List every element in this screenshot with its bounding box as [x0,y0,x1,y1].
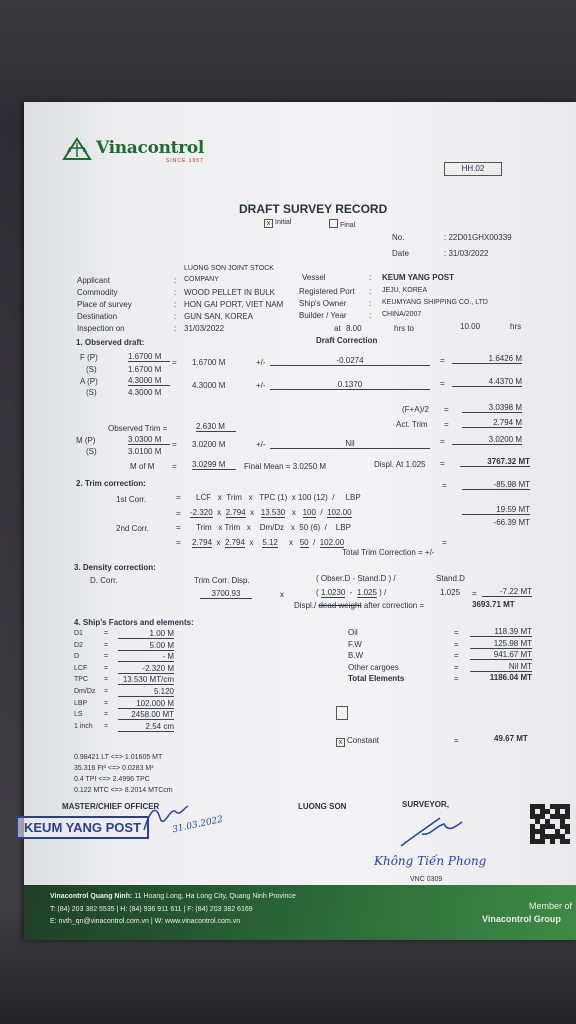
port-label: Registered Port [299,287,355,296]
a-mean: 4.3000 M [192,381,226,390]
a-correction: 0.1370 [270,380,430,390]
hrs-label: hrs [510,322,522,331]
inspection-label: Inspection on [77,324,125,333]
logo-since: SINCE 1957 [166,158,204,164]
builder-label: Builder / Year [299,311,347,320]
ship-stamp: KEUM YANG POST [16,816,149,839]
constant-value: 49.67 MT [494,734,528,743]
mp-value: 3.0300 M [128,435,170,445]
no-value: : 22D01GHX00339 [444,233,512,242]
colon: : [369,273,372,282]
document-sheet [24,102,576,940]
displ-after-label: Displ./ dead weight after correction = [294,601,425,610]
eq-sign: = [104,630,109,637]
element-label: Oil [348,628,358,637]
eq-sign: = [172,440,177,449]
trim-r3: Trim x Trim x Dm/Dz x 50 (6) / LBP [196,523,351,532]
owner-label: Ship's Owner [299,299,347,308]
ap-label: A (P) [80,377,98,386]
eq-sign: = [440,356,445,365]
factor-value: 2458.00 MT [118,710,174,720]
f-result: 1.6426 M [452,354,522,364]
mp-label: M (P) [76,436,96,445]
eq-sign: = [454,628,459,637]
displ-value: 3767.32 MT [460,457,530,467]
obs-trim-label: Observed Trim = [108,424,168,433]
vessel-label: Vessel [302,273,326,282]
conversion-3: 0.4 TPI <=> 2.4996 TPC [74,776,150,783]
eq-sign: = [442,481,447,490]
factor-label: TPC [74,676,88,684]
to-value: 10.00 [460,322,481,331]
eq-sign: = [176,538,181,547]
act-trim-label: Act. Trim [396,420,428,429]
first-corr-label: 1st Corr. [116,495,147,504]
at-label: at [334,324,341,333]
fa2-label: (F+A)/2 [402,405,429,414]
factor-label: Dm/Dz [74,688,96,695]
commodity-label: Commodity [77,288,118,297]
eq-sign: = [172,462,177,471]
factor-label: D1 [74,630,83,637]
handwritten-date: 31.03.2022 [171,814,225,836]
eq-sign: = [454,736,459,745]
draft-correction-heading: Draft Correction [316,336,378,345]
surveyor-signature-icon [396,814,466,850]
eq-sign: = [454,651,459,661]
trim-r2: -2.320 x 2.794 x 13.530 x 100 / 102.00 [190,508,352,517]
surveyor-code: VNC 0309 [410,876,443,883]
factor-label: 1 inch [74,722,93,730]
element-value: 941.67 MT [470,650,532,660]
element-label: B.W [348,651,364,661]
fa2-value: 3.0398 M [462,403,522,413]
colon: : [174,300,177,309]
section-density-heading: 3. Density correction: [74,563,156,572]
conversion-4: 0.122 MTC <=> 8.2014 MTCcm [74,787,173,794]
factor-value: 2.54 cm [118,722,174,732]
place-label: Place of survey [77,300,132,309]
second-corr-result: 19.59 MT [462,505,530,515]
eq-sign: = [444,405,449,414]
stand-d-value: 1.025 [440,588,461,597]
density-formula-bottom: ( 1.0230 - 1.025 ) / [316,588,387,597]
dcorr-label: D. Corr. [90,576,118,585]
element-label: F.W [348,639,362,649]
company-sign-label: LUONG SON [298,802,347,811]
option-final[interactable]: Final [329,219,355,229]
factor-value: - M [118,652,174,662]
eq-sign: = [104,676,109,684]
factor-label: D [74,653,80,661]
factor-value: 1.00 M [118,629,174,639]
a-result: 4.4370 M [452,377,522,387]
element-label: Total Elements [348,674,405,684]
hrs-to-label: hrs to [394,324,415,333]
factor-label: LCF [74,664,88,672]
obs-trim-value: 2.630 M [196,422,236,432]
trim-r1: LCF x Trim x TPC (1) x 100 (12) / LBP [196,493,361,502]
date-value: : 31/03/2022 [444,249,489,258]
fs-label: (S) [86,365,97,374]
applicant-label: Applicant [77,276,110,285]
tcd-value: 3700.93 [200,589,252,599]
footer-band [24,885,576,940]
owner-value: KEUMYANG SHIPPING CO., LTD [382,299,488,306]
eq-sign: = [176,523,181,532]
conversion-2: 35.316 Ft³ <=> 0.0283 M³ [74,765,154,772]
displ-label: Displ. At 1.025 [374,460,426,469]
footer-address: Vinacontrol Quang Ninh: 11 Hoang Long, Ha Long City, Quang Ninh Province [50,893,296,900]
total-trim-label: Total Trim Correction = +/- [342,548,435,557]
fp-label: F (P) [80,353,98,362]
constant-label: x Constant [336,736,379,747]
eq-sign: = [104,664,109,672]
colon: : [174,276,177,285]
form-code: HH.02 [444,162,502,176]
trim-r4: 2.794 x 2.794 x 5.12 x 50 / 102.00 [192,538,345,547]
factor-value: 5.120 [118,687,174,697]
empty-checkbox[interactable] [336,706,348,720]
m-mean: 3.0200 M [192,440,226,449]
commodity-value: WOOD PELLET IN BULK [184,288,275,297]
eq-sign: = [176,493,181,502]
final-mean: Final Mean = 3.0250 M [244,462,327,471]
footer-member: Member of [529,901,573,911]
destination-label: Destination [77,312,118,321]
eq-sign: = [104,641,109,649]
colon: : [369,287,372,296]
footer-group: Vinacontrol Group [482,914,561,924]
first-corr-result: -85.98 MT [462,480,530,490]
section-observed-heading: 1. Observed draft: [76,338,145,347]
ms-label: (S) [86,447,97,456]
builder-value: CHINA/2007 [382,311,422,318]
eq-sign: = [104,653,109,661]
date-label: Date [392,249,409,258]
factor-value: 102.000 M [118,699,174,709]
colon: : [174,288,177,297]
vessel-value: KEUM YANG POST [382,273,455,282]
ap-value: 4.3000 M [128,376,170,386]
displ-after-value: 3693.71 MT [472,600,515,609]
eq-sign: = [472,589,477,598]
pm-sign: +/- [256,440,266,449]
eq-sign: = [176,509,181,518]
at-value: 8.00 [346,324,362,333]
eq-sign: = [442,538,447,547]
factor-label: D2 [74,641,83,649]
element-label: Other cargoes [348,662,399,672]
qr-code-icon [530,804,570,844]
second-corr-label: 2nd Corr. [116,524,149,533]
eq-sign: = [454,674,459,684]
act-trim-value: 2.794 M [462,418,522,428]
balance-scale-icon [62,137,92,161]
as-label: (S) [86,388,97,397]
eq-sign: = [172,358,177,367]
factor-label: LS [74,711,83,719]
company-logo [62,137,92,166]
pm-sign: +/- [256,381,266,390]
eq-sign: = [104,722,109,730]
master-label: MASTER/CHIEF OFFICER [62,802,160,811]
port-value: JEJU, KOREA [382,287,428,294]
section-factors-heading: 4. Ship's Factors and elements: [74,618,194,627]
footer-phones: T: (84) 203 382 5535 | H: (84) 936 911 611 | F: (84) 203 382 6169 [50,906,253,913]
eq-sign: = [440,437,445,446]
footer-contacts: E: nvth_qn@vinacontrol.com.vn | W: www.vinacontrol.com.vn [50,918,241,925]
factor-value: 5.00 M [118,641,174,651]
no-label: No. [392,233,405,242]
factor-value: 13.530 MT/cm [118,675,174,685]
section-trim-heading: 2. Trim correction: [76,479,146,488]
fs-value: 1.6700 M [128,365,162,374]
eq-sign: = [104,699,109,707]
factor-value: -2.320 M [118,664,174,674]
surveyor-label: SURVEYOR, [402,800,449,809]
ms-value: 3.0100 M [128,447,162,456]
page-title: DRAFT SURVEY RECORD [239,202,388,216]
stand-d-label: Stand.D [436,574,465,583]
eq-sign: = [104,688,109,695]
applicant-line1: LUONG SON JOINT STOCK [184,265,274,272]
fp-value: 1.6700 M [128,352,170,362]
f-correction: -0.0274 [270,356,430,366]
destination-value: GUN SAN, KOREA [184,312,253,321]
colon: : [174,312,177,321]
option-initial[interactable]: x Initial [264,219,291,228]
density-formula-top: ( Obser.D - Stand.D ) / [316,574,396,583]
element-value: Nil MT [470,662,532,672]
total-trim-value: -66.39 MT [493,518,530,527]
eq-sign: = [444,420,449,429]
colon: : [369,299,372,308]
logo-name: Vinacontrol [96,138,205,158]
eq-sign: = [440,379,445,388]
element-value: 125.98 MT [470,639,532,649]
conversion-1: 0.98421 LT <=> 1.01605 MT [74,754,163,761]
inspection-value: 31/03/2022 [184,324,225,333]
factor-label: LBP [74,699,88,707]
colon: : [174,324,177,333]
element-value: 1186.04 MT [489,673,532,683]
m-correction: Nil [270,439,430,449]
element-value: 118.39 MT [470,627,532,637]
mom-label: M of M [130,462,155,471]
eq-sign: = [440,459,445,468]
density-result: -7.22 MT [482,587,532,597]
applicant-line2: COMPANY [184,276,219,283]
mom-value: 3.0299 M [192,460,236,470]
surveyor-name: Không Tiến Phong [374,854,487,868]
colon: : [369,311,372,320]
eq-sign: = [454,639,459,649]
place-value: HON GAI PORT, VIET NAM [184,300,284,309]
as-value: 4.3000 M [128,388,162,397]
f-mean: 1.6700 M [192,358,226,367]
m-result: 3.0200 M [452,435,522,445]
pm-sign: +/- [256,358,266,367]
eq-sign: = [104,711,109,719]
eq-sign: = [454,662,459,672]
times-sign: x [280,590,284,599]
tcd-label: Trim Corr. Disp. [194,576,250,585]
